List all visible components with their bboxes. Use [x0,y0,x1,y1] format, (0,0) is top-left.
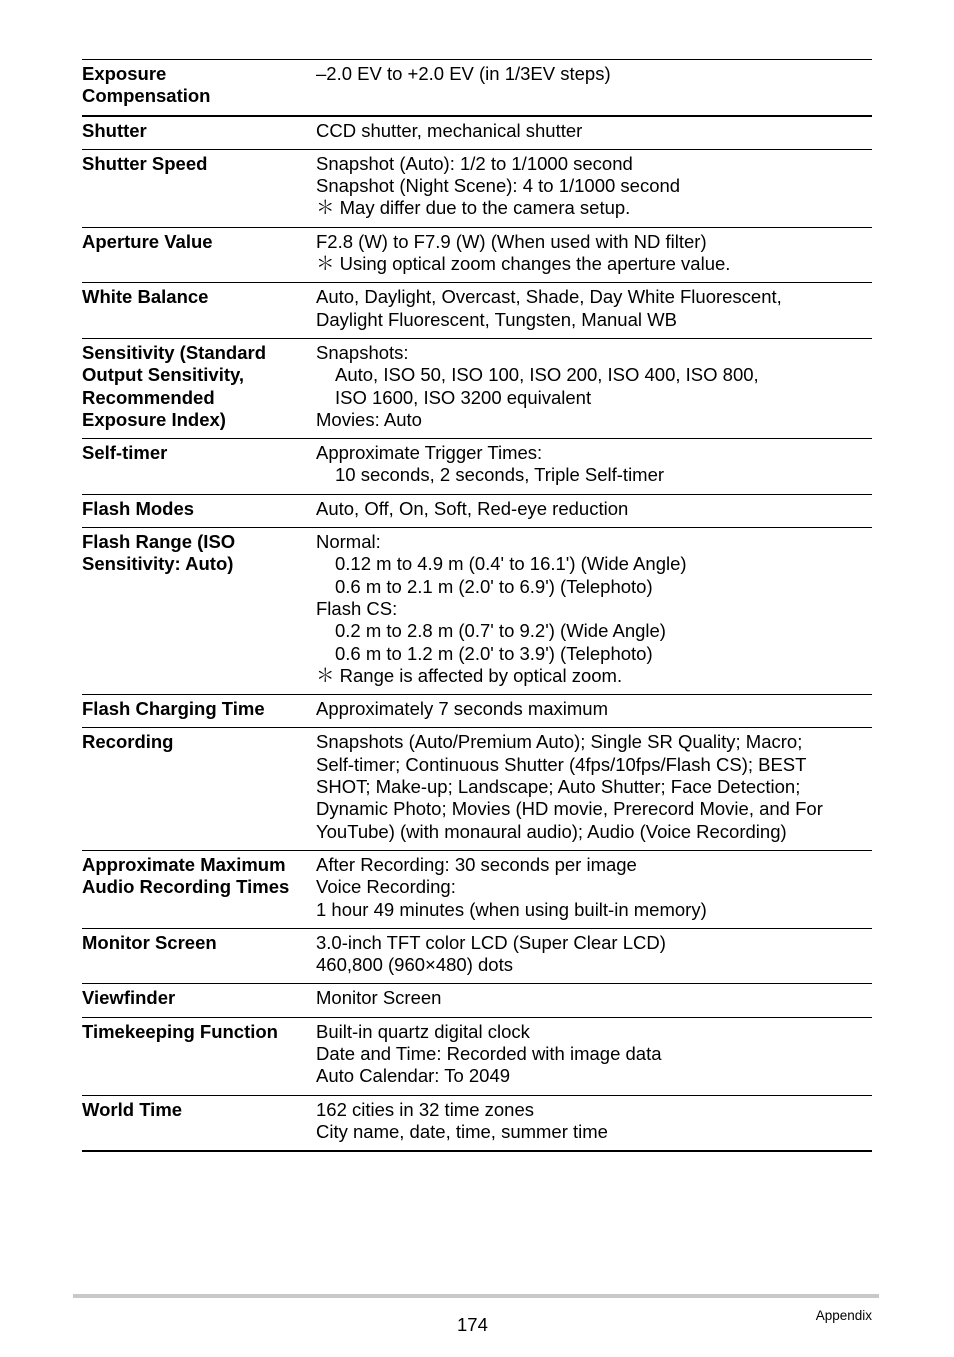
spec-value [316,120,872,142]
spec-label [82,698,316,720]
spec-value [316,442,872,487]
spec-value [316,153,872,220]
spec-label [82,498,316,520]
spec-value-line: Self-timer; Continuous Shutter (4fps/10fps/Flash CS); BEST [316,753,807,775]
spec-label-line: World Time [82,1098,183,1120]
spec-value-line: After Recording: 30 seconds per image [316,853,637,875]
page-number: 174 [457,1314,488,1335]
spec-label-line: Viewfinder [82,987,176,1009]
spec-value [316,1099,872,1144]
spec-label [82,987,316,1009]
spec-row [82,695,872,728]
spec-label-line: Monitor Screen [82,931,217,953]
spec-value-line: Snapshots (Auto/Premium Auto); Single SR Quality; Macro; [316,731,803,753]
spec-row [82,528,872,695]
spec-label [82,854,316,921]
spec-value-line: Auto, Off, On, Soft, Red-eye reduction [316,497,629,519]
spec-row [82,339,872,439]
spec-label-line: Approximate Maximum [82,853,286,875]
spec-value-line: 1 hour 49 minutes (when using built-in memory) [316,898,707,920]
spec-label-line: Sensitivity (Standard [82,341,267,363]
spec-value-line: YouTube) (with monaural audio); Audio (Voice Recording) [316,820,787,842]
spec-value-line: ISO 1600, ISO 3200 equivalent [335,386,592,408]
spec-value-line: SHOT; Make-up; Landscape; Auto Shutter; Face Detection; [316,776,801,798]
spec-label-line: Output Sensitivity, [82,364,245,386]
spec-value-line: ＊ May differ due to the camera setup. [316,197,631,219]
spec-value-line: Movies: Auto [316,408,422,430]
spec-label [82,731,316,842]
spec-label-line: Flash Modes [82,497,195,519]
spec-label [82,342,316,431]
spec-value-line: Snapshots: [316,341,409,363]
spec-row [82,495,872,528]
spec-value-line: Auto Calendar: To 2049 [316,1065,511,1087]
spec-value-line: Snapshot (Night Scene): 4 to 1/1000 second [316,175,681,197]
spec-row [82,117,872,150]
spec-label-line: Shutter Speed [82,152,208,174]
spec-value-line: Built-in quartz digital clock [316,1020,530,1042]
spec-label-line: Exposure [82,63,167,84]
spec-value-line: Snapshot (Auto): 1/2 to 1/1000 second [316,152,633,174]
spec-value-line: Daylight Fluorescent, Tungsten, Manual WB [316,308,677,330]
spec-row [82,1018,872,1096]
spec-value-line: 3.0-inch TFT color LCD (Super Clear LCD) [316,931,666,953]
spec-value [316,854,872,921]
spec-label [82,442,316,487]
spec-label [82,531,316,687]
spec-row [82,1096,872,1151]
spec-label [82,932,316,977]
spec-label-line: Compensation [82,85,211,107]
spec-value [316,63,872,108]
spec-value-line: Normal: [316,531,381,553]
spec-value-line: 162 cities in 32 time zones [316,1098,535,1120]
spec-value-line: Dynamic Photo; Movies (HD movie, Prerecord Movie, and For [316,798,823,820]
spec-value [316,698,872,720]
footer-divider [73,1294,879,1298]
spec-value [316,231,872,276]
spec-label [82,1099,316,1144]
spec-value [316,286,872,331]
spec-label-line: White Balance [82,286,209,308]
spec-value-line: 460,800 (960×480) dots [316,954,513,976]
spec-label-line: Flash Charging Time [82,698,265,720]
spec-value [316,531,872,687]
spec-row [82,929,872,985]
spec-label [82,231,316,276]
spec-label-line: Sensitivity: Auto) [82,553,234,575]
spec-label [82,153,316,220]
spec-value-line: Approximately 7 seconds maximum [316,698,608,720]
spec-row [82,851,872,929]
spec-label [82,120,316,142]
spec-value [316,342,872,431]
spec-value-line: Auto, Daylight, Overcast, Shade, Day White Fluorescent, [316,286,782,308]
spec-value-line: ＊ Range is affected by optical zoom. [316,664,623,686]
spec-row [82,60,872,117]
spec-value-line: 0.6 m to 1.2 m (2.0' to 3.9') (Telephoto) [335,642,653,664]
spec-value [316,731,872,842]
spec-value-line: Voice Recording: [316,876,456,898]
spec-value [316,1021,872,1088]
spec-value-line: 10 seconds, 2 seconds, Triple Self-timer [335,464,665,486]
spec-label [82,286,316,331]
spec-label-line: Flash Range (ISO [82,531,236,553]
spec-value-line: Flash CS: [316,597,398,619]
spec-value-line: City name, date, time, summer time [316,1120,608,1142]
spec-row [82,228,872,284]
spec-value-line: Date and Time: Recorded with image data [316,1042,662,1064]
spec-row [82,439,872,495]
spec-value [316,498,872,520]
spec-row [82,984,872,1017]
section-name: Appendix [815,1308,872,1323]
spec-value-line: ＊ Using optical zoom changes the aperture value. [316,253,731,275]
spec-value-line: F2.8 (W) to F7.9 (W) (When used with ND filter) [316,230,707,252]
spec-label-line: Exposure Index) [82,408,226,430]
spec-row [82,150,872,228]
spec-label [82,63,316,108]
spec-value [316,987,872,1009]
spec-value-line: Auto, ISO 50, ISO 100, ISO 200, ISO 400, ISO 800, [335,364,759,386]
spec-label-line: Aperture Value [82,230,213,252]
spec-table [82,59,872,1152]
spec-value-line: 0.2 m to 2.8 m (0.7' to 9.2') (Wide Angle) [335,620,666,642]
spec-value-line: 0.12 m to 4.9 m (0.4' to 16.1') (Wide Angle) [335,553,687,575]
spec-row [82,728,872,850]
spec-value-line: CCD shutter, mechanical shutter [316,119,583,141]
spec-label-line: Recording [82,731,174,753]
spec-label-line: Audio Recording Times [82,876,290,898]
spec-value-line: Approximate Trigger Times: [316,442,543,464]
spec-value-line: –2.0 EV to +2.0 EV (in 1/3EV steps) [316,63,611,84]
spec-label-line: Recommended [82,386,215,408]
spec-row [82,283,872,339]
spec-label-line: Timekeeping Function [82,1020,278,1042]
spec-label-line: Self-timer [82,442,168,464]
spec-label [82,1021,316,1088]
spec-value-line: 0.6 m to 2.1 m (2.0' to 6.9') (Telephoto) [335,575,653,597]
spec-label-line: Shutter [82,119,147,141]
spec-value [316,932,872,977]
spec-value-line: Monitor Screen [316,987,442,1009]
